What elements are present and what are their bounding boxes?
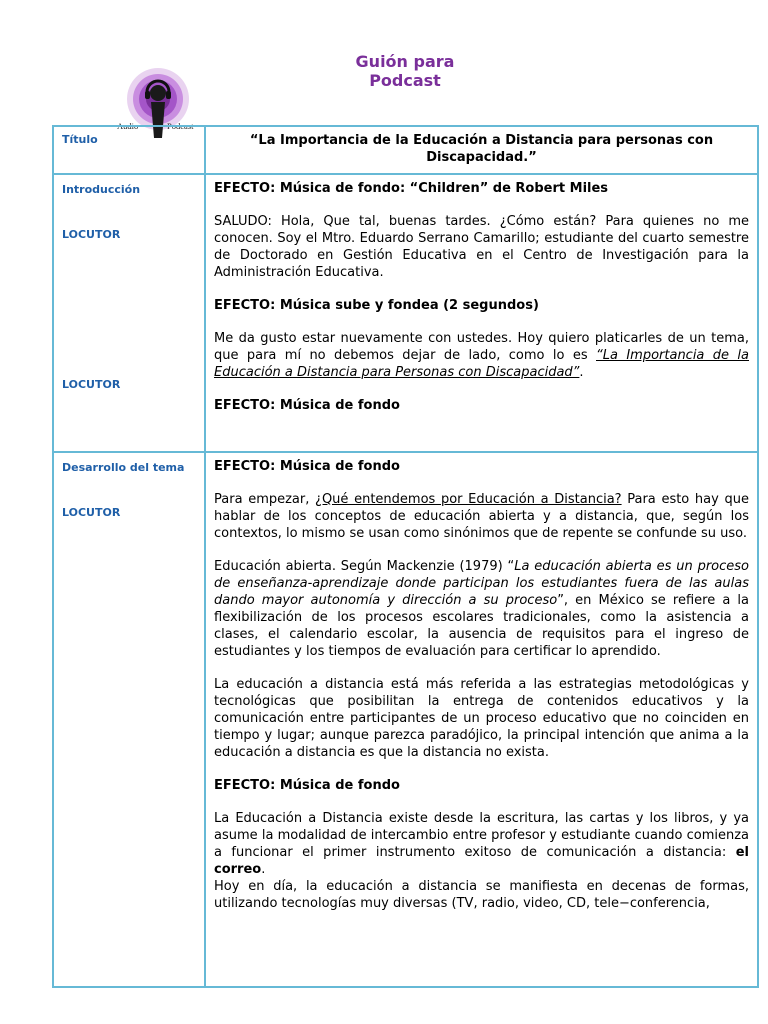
intro-paragraph-2: Me da gusto estar nuevamente con ustedes. Hoy quiero platicarles de un tema, que para mí no debemos dejar de lado, como lo es “La Importancia de la Educación a Distancia para Personas con Discapacidad”. [214, 331, 749, 380]
row-titulo [53, 126, 758, 174]
logo-text-podcast: Podcast [167, 121, 194, 131]
efecto-musica-fondo-3: EFECTO: Música de fondo [214, 778, 400, 793]
logo-text-audio: Audio [117, 121, 139, 131]
label-introduccion: Introducción [62, 183, 141, 196]
titulo-text: “La Importancia de la Educación a Distancia para personas con Discapacidad.” [249, 133, 714, 165]
label-locutor-3: LOCUTOR [62, 506, 121, 519]
row-introduccion [53, 174, 758, 452]
efecto-musica-children: EFECTO: Música de fondo: “Children” de Robert Miles [214, 181, 609, 196]
pregunta-educacion-distancia: ¿Qué entendemos por Educación a Distancia? [315, 492, 622, 507]
desarrollo-paragraph-2: Educación abierta. Según Mackenzie (1979) “La educación abierta es un proceso de enseñanza-aprendizaje donde participan los estudiantes fuera de las aulas dando mayor autonomía y dirección a su proceso”, en México se refiere a la flexibilización de los procesos escolares tradicionales, como la asistencia a clases, el calendario escolar, la ausencia de requisitos para el ingreso de estudiantes y los tiempos de evaluación para certificar lo aprendido. [214, 559, 749, 659]
label-locutor-1: LOCUTOR [62, 228, 121, 241]
tema-link: “La Importancia de la Educación a Distancia para Personas con Discapacidad” [214, 348, 749, 380]
desarrollo-paragraph-1: Para empezar, ¿Qué entendemos por Educación a Distancia? Para esto hay que hablar de los conceptos de educación abierta y a distancia, que, según los contextos, lo mismo se usan como sinónimos que de repente se confunde su uso. [214, 492, 749, 541]
title-line-2: Podcast [369, 71, 441, 90]
saludo-paragraph: SALUDO: Hola, Que tal, buenas tardes. ¿Cómo están? Para quienes no me conocen. Soy el Mtro. Eduardo Serrano Camarillo; estudiante del cuarto semestre de Doctorado en Gestión Educativa en el Centro de Investigación para la Administración Educativa. [214, 214, 749, 280]
desarrollo-paragraph-5: Hoy en día, la educación a distancia se manifiesta en decenas de formas, utilizando tecnologías muy diversas (TV, radio, video, CD, tele−conferencia, [214, 879, 749, 911]
row-desarrollo [53, 452, 758, 987]
efecto-musica-sube: EFECTO: Música sube y fondea (2 segundos) [214, 298, 539, 313]
podcast-script-table [52, 125, 759, 988]
document-title [300, 52, 510, 90]
efecto-musica-fondo-2: EFECTO: Música de fondo [214, 459, 400, 474]
title-line-1: Guión para [355, 52, 455, 71]
label-titulo: Título [62, 133, 98, 146]
desarrollo-paragraph-4: La Educación a Distancia existe desde la escritura, las cartas y los libros, y ya asume la modalidad de intercambio entre profesor y estudiante cuando comienza a funcionar el primer instrumento exitoso de comunicación a distancia: el correo. [214, 811, 749, 877]
label-desarrollo: Desarrollo del tema [62, 461, 185, 474]
desarrollo-paragraph-3: La educación a distancia está más referida a las estrategias metodológicas y tecnológicas que posibilitan la entrega de contenidos educativos y la comunicación entre participantes de un proceso educativo que no coinciden en tiempo y lugar; aunque parezca paradójico, la principal intención que anima a la educación a distancia es que la distancia no exista. [214, 677, 749, 760]
label-locutor-2: LOCUTOR [62, 378, 121, 391]
efecto-musica-fondo-1: EFECTO: Música de fondo [214, 398, 400, 413]
